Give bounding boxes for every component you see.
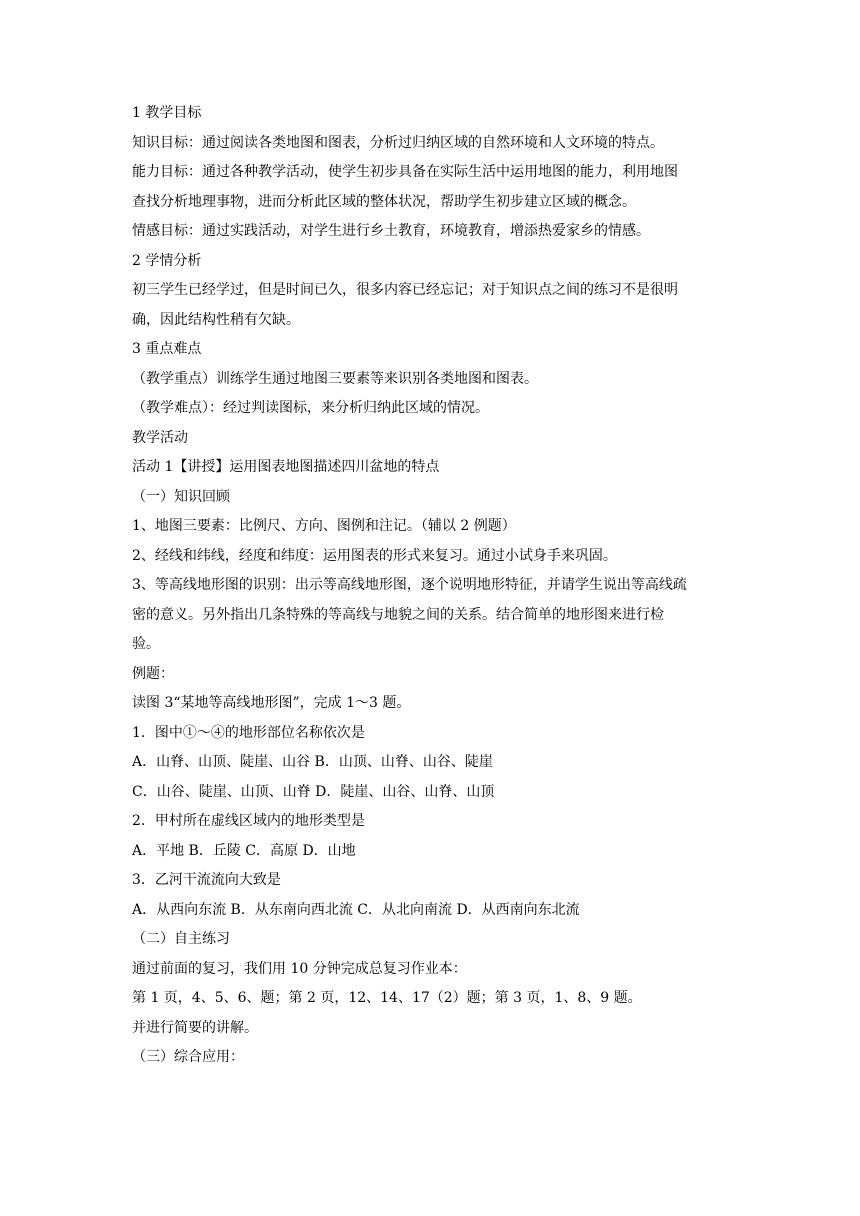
- question-1: 1．图中①～④的地形部位名称依次是: [132, 724, 365, 741]
- heading-learner-analysis: 2 学情分析: [132, 252, 202, 269]
- question-2-options: A．平地 B．丘陵 C．高原 D．山地: [132, 842, 356, 859]
- question-3-options: A．从西向东流 B．从东南向西北流 C．从北向南流 D．从西南向东北流: [132, 901, 580, 918]
- heading-key-difficulties: 3 重点难点: [132, 341, 202, 357]
- learner-analysis-line-1: 初三学生已经学过，但是时间已久，很多内容已经忘记；对于知识点之间的练习不是很明: [132, 282, 678, 298]
- review-item-3-line-1: 3、等高线地形图的识别：出示等高线地形图，逐个说明地形特征，并请学生说出等高线疏: [132, 577, 687, 593]
- example-label: 例题：: [132, 665, 174, 682]
- ability-objective-line-2: 查找分析地理事物，进而分析此区域的整体状况，帮助学生初步建立区域的概念。: [132, 193, 636, 210]
- review-item-3-line-2: 密的意义。另外指出几条特殊的等高线与地貌之间的关系。结合简单的地形图来进行检: [132, 606, 664, 623]
- ability-objective-line-1: 能力目标：通过各种教学活动，使学生初步具备在实际生活中运用地图的能力，利用地图: [132, 164, 678, 180]
- review-item-1: 1、地图三要素：比例尺、方向、图例和注记。（辅以 2 例题）: [132, 518, 516, 534]
- review-item-3-line-3: 验。: [132, 636, 160, 652]
- document-body: [132, 99, 732, 1073]
- knowledge-objective: 知识目标：通过阅读各类地图和图表，分析过归纳区域的自然环境和人文环境的特点。: [132, 134, 664, 151]
- question-1-options-ab: A．山脊、山顶、陡崖、山谷 B．山顶、山脊、山谷、陡崖: [132, 754, 493, 770]
- question-3: 3．乙河干流流向大致是: [132, 872, 281, 888]
- self-practice-explain: 并进行简要的讲解。: [132, 1019, 258, 1036]
- self-practice-pages: 第 1 页，4、5、6、题；第 2 页，12、14、17（2）题；第 3 页，1、8、9 题。: [132, 990, 642, 1006]
- heading-teaching-objectives: 1 教学目标: [132, 105, 202, 121]
- teaching-key-point: （教学重点）训练学生通过地图三要素等来识别各类地图和图表。: [132, 370, 538, 387]
- section-knowledge-review: （一）知识回顾: [132, 488, 230, 505]
- section-self-practice: （二）自主练习: [132, 931, 230, 947]
- self-practice-intro: 通过前面的复习，我们用 10 分钟完成总复习作业本：: [132, 960, 467, 977]
- activity-1-title: 活动 1【讲授】运用图表地图描述四川盆地的特点: [132, 459, 440, 475]
- review-item-2: 2、经线和纬线，经度和纬度：运用图表的形式来复习。通过小试身手来巩固。: [132, 547, 617, 564]
- emotion-objective: 情感目标：通过实践活动，对学生进行乡土教育，环境教育，增添热爱家乡的情感。: [132, 223, 650, 239]
- teaching-difficulty: （教学难点）：经过判读图标，来分析归纳此区域的情况。: [132, 400, 489, 416]
- learner-analysis-line-2: 确，因此结构性稍有欠缺。: [132, 311, 300, 328]
- question-2: 2．甲村所在虚线区域内的地形类型是: [132, 813, 365, 829]
- section-comprehensive-application: （三）综合应用：: [132, 1049, 244, 1065]
- heading-teaching-activities: 教学活动: [132, 429, 188, 446]
- question-1-options-cd: C．山谷、陡崖、山顶、山脊 D．陡崖、山谷、山脊、山顶: [132, 783, 495, 800]
- example-instruction: 读图 3“某地等高线地形图”，完成 1～3 题。: [132, 695, 411, 711]
